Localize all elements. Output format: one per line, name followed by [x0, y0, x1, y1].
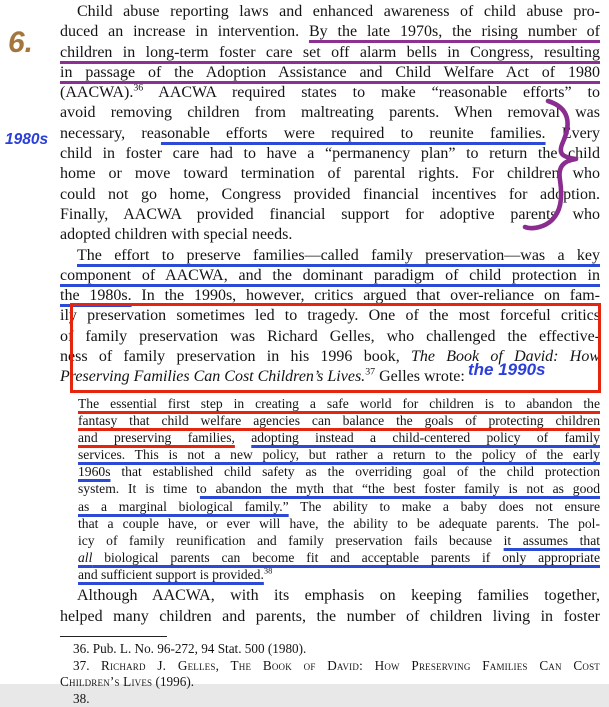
text-line [60, 658, 600, 675]
decade-note-annotation: 1980s [5, 131, 49, 148]
text-line [60, 690, 600, 706]
margin-number-annotation: 6. [8, 26, 34, 59]
text-segment: as a marginal biological family.” [78, 498, 289, 514]
text-segment: ily preservation sometimes led to tragedy. One of the most forceful critics [60, 307, 600, 325]
text-segment: The effort to preserve families—called family preservation—was a key [77, 246, 600, 264]
nineties-note-annotation: the 1990s [468, 360, 546, 379]
text-line [60, 286, 600, 306]
text-segment: home or move toward termination of parental rights. For children who [60, 165, 600, 183]
text-segment: duced an increase in intervention. [60, 23, 309, 41]
text-line [78, 429, 600, 446]
text-line [60, 266, 600, 286]
quote-block [78, 395, 600, 584]
text-segment: and sufficient support is provided. [78, 567, 264, 583]
footnote-ref: 38 [263, 565, 273, 576]
text-line [78, 532, 600, 549]
text-segment: that a couple have, or ever will have, the ability to be adequate parents. The pol- [78, 515, 600, 531]
text-segment: In the 1990s, however, critics argued that over-reliance on fam- [131, 287, 601, 305]
text-line [60, 103, 600, 123]
text-segment: Although AACWA, with its emphasis on keeping families together, [77, 587, 600, 605]
text-segment: 38. [73, 690, 90, 706]
footnote-ref: 37 [365, 367, 376, 379]
text-line [60, 164, 600, 184]
text-line [78, 549, 600, 566]
footnote-separator [60, 636, 167, 637]
text-segment: it assumes that [503, 532, 601, 548]
text-segment: biological parents can become fit and acceptable parents if only appropriate [92, 550, 600, 566]
text-segment: Child abuse reporting laws and enhanced awareness of child abuse pro- [77, 3, 600, 20]
text-line [60, 246, 600, 266]
text-line [60, 306, 600, 326]
text-segment: fantasy that child welfare agencies can balance the goals of protecting children [78, 412, 600, 428]
text-segment: (1996). [152, 674, 195, 690]
text-segment: children in long-term foster care set off alarm bells in Congress, resulting [60, 43, 600, 61]
text-segment: necessary, rea [60, 124, 161, 142]
text-segment: AACWA required states to make “reasonable efforts” to [143, 84, 600, 102]
text-line [60, 327, 600, 347]
text-segment: By the late 1970s, the rising number of [308, 23, 601, 41]
text-segment: Every [545, 124, 601, 142]
text-line [78, 446, 600, 463]
text-segment: avoid removing children from maltreating parents. When removal was [60, 104, 600, 122]
text-line [78, 480, 600, 497]
footnote-ref: 36 [133, 82, 144, 94]
text-segment: The ability to make a baby does not ensure [288, 498, 600, 514]
text-segment: 36. Pub. L. No. 96-272, 94 Stat. 500 (1980). [73, 640, 307, 656]
text-segment: (AACWA). [60, 84, 134, 102]
text-line [60, 225, 600, 245]
paragraph-1 [60, 2, 600, 246]
text-segment: the 1980s. [60, 287, 132, 305]
text-segment: could not go home, Congress provided financial incentives for adoption. [60, 185, 600, 203]
text-line [78, 412, 600, 429]
text-segment: The essential first step in creating a safe world for children is to abandon the [78, 395, 600, 411]
text-segment: Children’s Lives [60, 674, 153, 690]
text-segment: system. It is time t [78, 481, 200, 497]
text-line [60, 43, 600, 63]
text-line [60, 144, 600, 164]
text-segment: of family preservation was Richard Gelles, who challenged the effective- [60, 327, 600, 345]
text-segment: sonable efforts were required to reunite families. [160, 124, 546, 142]
text-segment: component of AACWA, and the dominant paradigm of child protection in [60, 266, 600, 284]
text-line [60, 607, 600, 627]
text-line [78, 498, 600, 515]
text-segment: adopting instead a child-centered policy of family [251, 429, 600, 445]
text-segment: Finally, AACWA provided financial support for adoptive parents who [60, 205, 600, 223]
text-segment: helped many children and parents, the number of children living in foster [60, 607, 600, 625]
document-body [60, 2, 601, 706]
text-line [60, 22, 600, 42]
text-segment: o abandon the myth that “the best foster family is not as good [199, 481, 600, 497]
text-line [60, 205, 600, 225]
paragraph-3 [60, 586, 600, 627]
text-line [60, 586, 600, 606]
footnotes [60, 640, 600, 706]
text-segment: that established child safety as the overriding goal of the child protection [110, 464, 600, 480]
text-line [60, 63, 600, 83]
text-segment: Gelles wrote: [375, 368, 465, 386]
text-segment: in passage of the Adoption Assistance and Child Welfare Act of 1980 [60, 63, 600, 81]
text-line [78, 463, 600, 480]
text-segment: The Book of David: How [410, 348, 601, 366]
text-line [60, 185, 600, 205]
text-line [60, 83, 600, 103]
text-line [60, 124, 600, 144]
text-segment: child in foster care had to have a “permanency plan” to return the child [60, 145, 600, 163]
text-segment [235, 430, 251, 445]
text-segment: icy of family reunification and family preservation fails because [78, 532, 504, 548]
text-segment: Richard J. Gelles, The Book of David: How Preserving Families Can Cost [100, 657, 600, 673]
text-segment: ness of family preservation in his 1996 book, [60, 348, 411, 366]
text-line [60, 674, 600, 691]
text-segment: 37. [73, 657, 101, 673]
text-segment: services. This is not a new policy, but rather a return to the policy of the early [78, 447, 600, 463]
text-segment: all [78, 550, 93, 566]
text-segment: adopted children with special needs. [60, 226, 293, 244]
text-line [78, 515, 600, 532]
text-segment: Preserving Families Can Cost Children’s Lives. [60, 368, 366, 386]
text-segment: 1960s [78, 464, 111, 480]
text-line [60, 2, 600, 22]
text-line [78, 566, 600, 583]
text-line [60, 641, 600, 658]
text-segment: and preserving families, [78, 429, 235, 445]
text-line [78, 395, 600, 412]
